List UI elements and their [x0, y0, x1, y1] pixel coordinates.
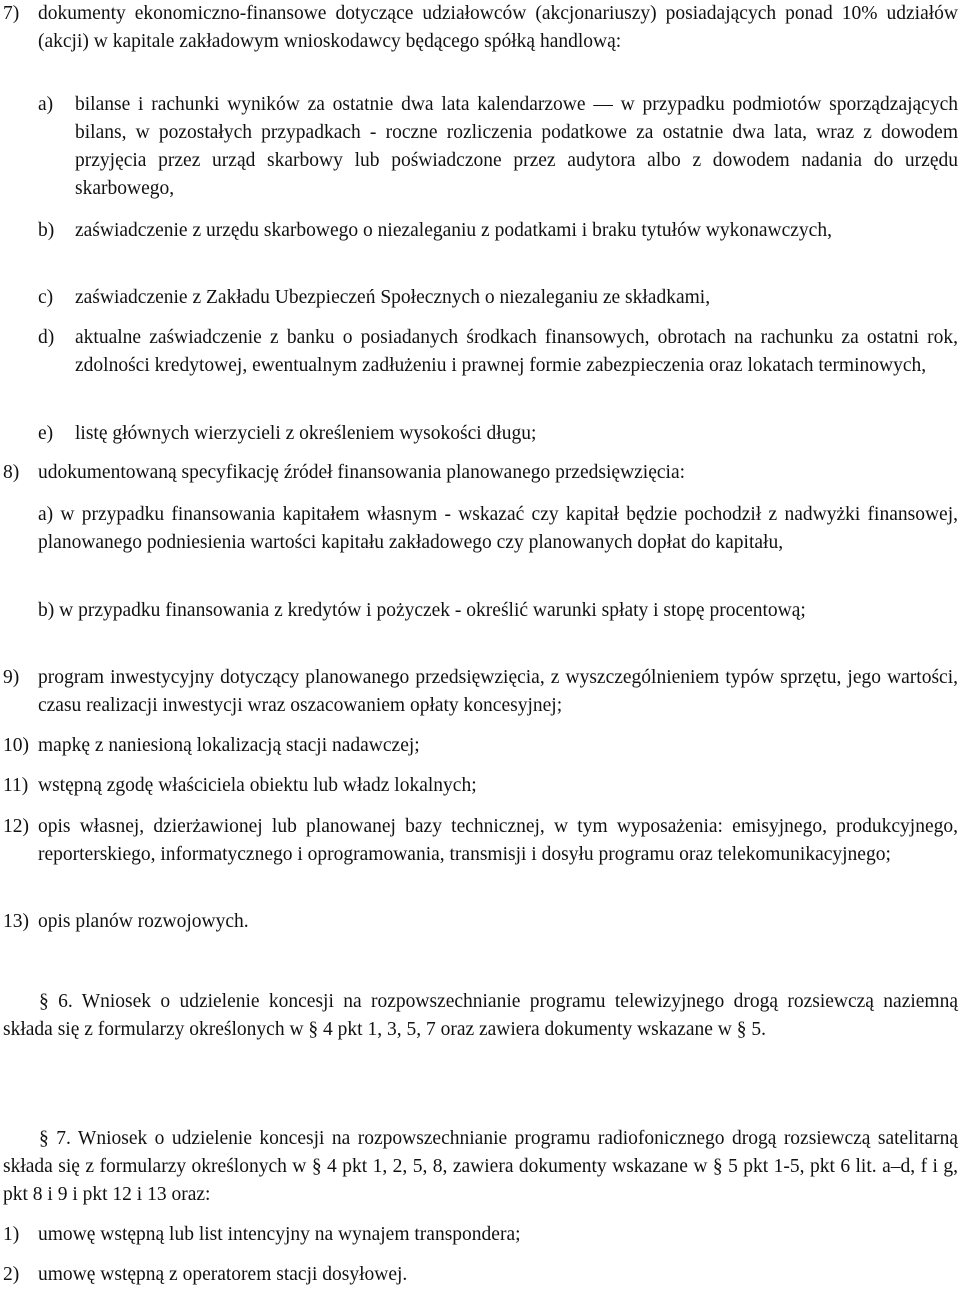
section-7-item-2 — [3, 1261, 958, 1289]
sub-item-text: zaświadczenie z Zakładu Ubezpieczeń Społecznych o niezaleganiu ze składkami, — [75, 287, 711, 308]
section-7-text: § 7. Wniosek o udzielenie koncesji na rozpowszechnianie programu radiofonicznego drogą rozsiewczą satelitarną składa się z formularzy określonych w § 4 pkt 1, 2, 5, 8, zawiera dokumenty wskazane w § 5 pkt 1-5, pkt 6 lit. a–d, f i g, pkt 8 i 9 i pkt 12 i 13 oraz: — [3, 1128, 958, 1205]
list-item-8 — [3, 459, 958, 487]
sub-item-letter: e) — [38, 423, 54, 444]
list-item-text: umowę wstępną z operatorem stacji dosyłowej. — [38, 1264, 408, 1285]
list-item-10 — [3, 732, 958, 760]
list-item-11 — [3, 772, 958, 800]
list-number: 13) — [3, 911, 29, 932]
list-number: 9) — [3, 667, 20, 688]
list-number: 7) — [3, 3, 20, 24]
list-item-7 — [3, 0, 958, 56]
list-item-text: opis własnej, dzierżawionej lub planowanej bazy technicznej, w tym wyposażenia: emisyjnego, produkcyjnego, reporterskiego, informatycznego i oprogramowania, transmisji i dosyłu programu oraz telekomunikacyjnego; — [38, 816, 958, 865]
list-number: 2) — [3, 1264, 20, 1285]
section-6-text: § 6. Wniosek o udzielenie koncesji na rozpowszechnianie programu telewizyjnego drogą rozsiewczą naziemną składa się z formularzy określonych w § 4 pkt 1, 3, 5, 7 oraz zawiera dokumenty wskazane w § 5. — [3, 991, 958, 1040]
list-item-9 — [3, 664, 958, 720]
list-item-text: program inwestycyjny dotyczący planowanego przedsięwzięcia, z wyszczególnieniem typów sprzętu, jego wartości, czasu realizacji inwestycji wraz oszacowaniem opłaty koncesyjnej; — [38, 667, 958, 716]
list-number: 11) — [3, 775, 29, 796]
list-item-text: mapkę z naniesioną lokalizacją stacji nadawczej; — [38, 735, 420, 756]
section-7-item-1 — [3, 1221, 958, 1249]
sub-item-text: aktualne zaświadczenie z banku o posiadanych środkach finansowych, obrotach na rachunku za ostatni rok, zdolności kredytowej, ewentualnym zadłużeniu i prawnej formie zabezpieczenia oraz lokatach terminowych, — [75, 327, 958, 376]
section-7-paragraph — [3, 1125, 958, 1209]
list-number: 10) — [3, 735, 29, 756]
sub-item-7b — [38, 217, 958, 245]
list-number: 8) — [3, 462, 20, 483]
sub-item-letter: d) — [38, 327, 55, 348]
list-item-13 — [3, 908, 958, 936]
sub-item-8b — [38, 597, 958, 625]
list-item-text: opis planów rozwojowych. — [38, 911, 249, 932]
list-item-text: udokumentowaną specyfikację źródeł finansowania planowanego przedsięwzięcia: — [38, 462, 686, 483]
list-number: 1) — [3, 1224, 20, 1245]
sub-item-letter: b) — [38, 220, 55, 241]
section-6-paragraph — [3, 988, 958, 1044]
sub-item-letter: c) — [38, 287, 54, 308]
sub-item-7e — [38, 420, 958, 448]
sub-item-text: bilanse i rachunki wyników za ostatnie dwa lata kalendarzowe — w przypadku podmiotów sporządzających bilans, w pozostałych przypadkach - roczne rozliczenia podatkowe za ostatnie dwa lata, wraz z dowodem przyjęcia przez urząd skarbowy lub poświadczone przez audytora albo z dowodem nadania do urzędu skarbowego, — [75, 94, 958, 199]
list-item-text: wstępną zgodę właściciela obiektu lub władz lokalnych; — [38, 775, 477, 796]
list-item-12 — [3, 813, 958, 869]
sub-item-letter: a) — [38, 94, 54, 115]
list-item-text: dokumenty ekonomiczno-finansowe dotyczące udziałowców (akcjonariuszy) posiadających ponad 10% udziałów (akcji) w kapitale zakładowym wnioskodawcy będącego spółką handlową: — [38, 3, 958, 52]
sub-item-7d — [38, 324, 958, 380]
sub-item-7c — [38, 284, 958, 312]
list-number: 12) — [3, 816, 29, 837]
sub-item-7a — [38, 91, 958, 203]
list-item-text: umowę wstępną lub list intencyjny na wynajem transpondera; — [38, 1224, 521, 1245]
sub-item-text: b) w przypadku finansowania z kredytów i pożyczek - określić warunki spłaty i stopę procentową; — [38, 600, 806, 621]
sub-item-text: listę głównych wierzycieli z określeniem wysokości długu; — [75, 423, 537, 444]
sub-item-8a — [38, 501, 958, 557]
sub-item-text: a) w przypadku finansowania kapitałem własnym - wskazać czy kapitał będzie pochodził z nadwyżki finansowej, planowanego podniesienia wartości kapitału zakładowego czy planowanych dopłat do kapitału, — [38, 504, 958, 553]
sub-item-text: zaświadczenie z urzędu skarbowego o niezaleganiu z podatkami i braku tytułów wykonawczych, — [75, 220, 832, 241]
